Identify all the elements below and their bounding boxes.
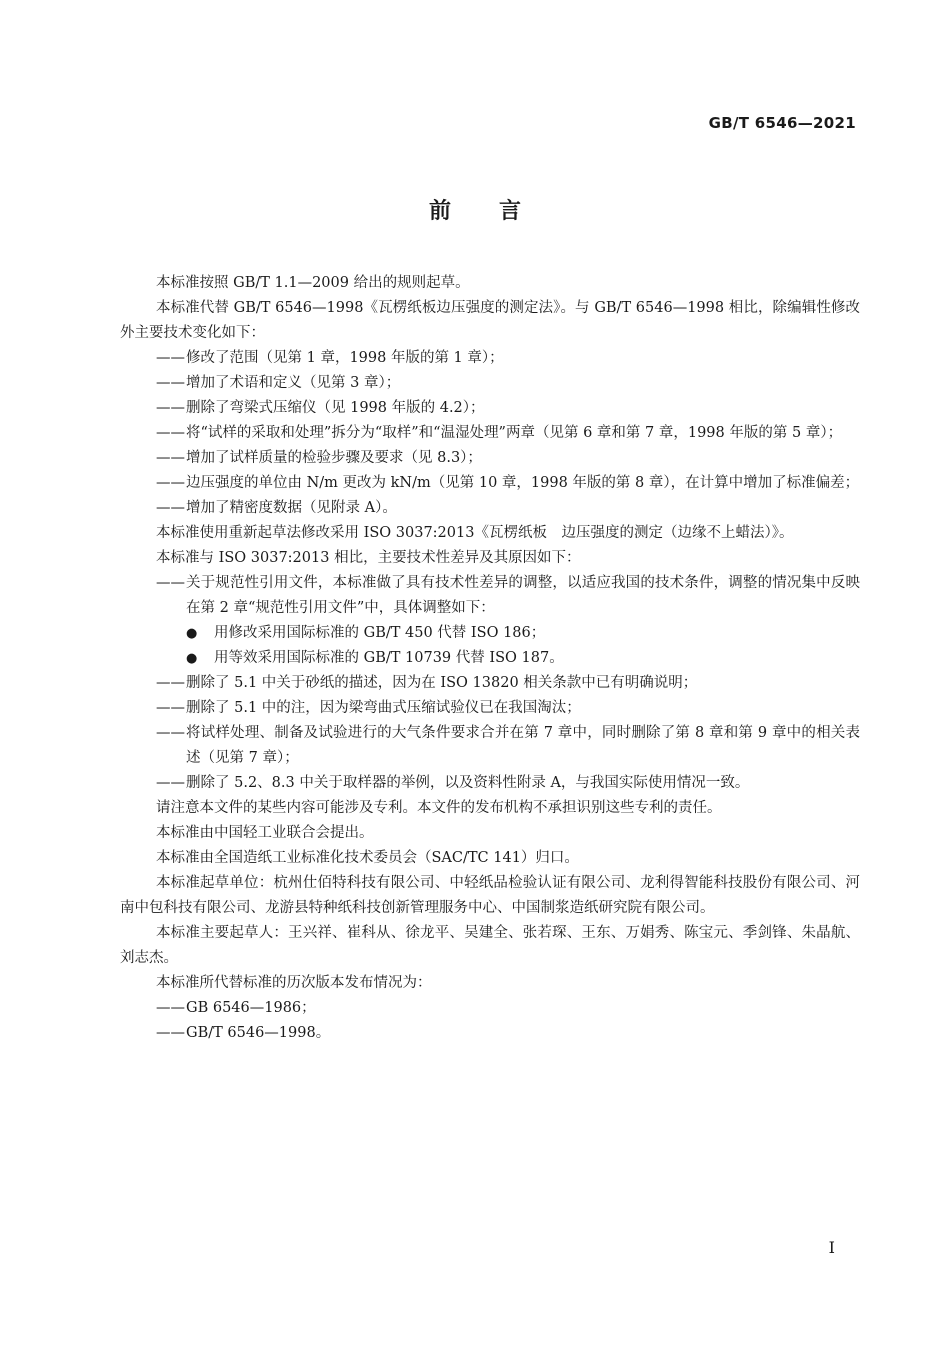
- standard-code: GB/T 6546—2021: [708, 114, 856, 132]
- paragraph-adoption: 本标准使用重新起草法修改采用 ISO 3037:2013《瓦楞纸板 边压强度的测定（边缘不上蜡法）》。: [156, 525, 794, 541]
- foreword-body: [120, 271, 860, 1046]
- list-item: [120, 446, 860, 471]
- paragraph-patent-notice: 请注意本文件的某些内容可能涉及专利。本文件的发布机构不承担识别这些专利的责任。: [156, 800, 722, 816]
- bullet-item: [120, 621, 860, 646]
- list-item-text: GB/T 6546—1998。: [186, 1025, 331, 1041]
- list-item: [120, 671, 860, 696]
- list-item-text: 删除了弯梁式压缩仪（见 1998 年版的 4.2）；: [186, 400, 485, 416]
- dash-marker: ——: [156, 725, 185, 741]
- paragraph-differences: 本标准与 ISO 3037:2013 相比，主要技术性差异及其原因如下：: [156, 550, 581, 566]
- list-item-text: GB 6546—1986；: [186, 1000, 316, 1016]
- list-item: [120, 371, 860, 396]
- bullet-icon: ●: [186, 626, 198, 641]
- list-item: [120, 496, 860, 521]
- paragraph-proposer: 本标准由中国轻工业联合会提出。: [156, 825, 374, 841]
- dash-marker: ——: [156, 700, 185, 716]
- dash-marker: ——: [156, 675, 185, 691]
- list-item-text: 增加了精密度数据（见附录 A）。: [186, 500, 397, 516]
- list-item: [120, 996, 860, 1021]
- bullet-item: [120, 646, 860, 671]
- paragraph-committee: 本标准由全国造纸工业标准化技术委员会（SAC/TC 141）归口。: [156, 850, 579, 866]
- list-item: [120, 571, 860, 621]
- list-item-text: 删除了 5.1 中关于砂纸的描述，因为在 ISO 13820 相关条款中已有明确说明；: [186, 675, 698, 691]
- list-item-text: 边压强度的单位由 N/m 更改为 kN/m（见第 10 章，1998 年版的第 8 章），在计算中增加了标准偏差；: [186, 475, 860, 491]
- bullet-item-text: 用修改采用国际标准的 GB/T 450 代替 ISO 186；: [214, 625, 546, 641]
- paragraph-drafting-rule: 本标准按照 GB/T 1.1—2009 给出的规则起草。: [156, 275, 470, 291]
- list-item: [120, 721, 860, 771]
- page-number: I: [828, 1238, 835, 1257]
- list-item: [120, 346, 860, 371]
- paragraph-history-intro: 本标准所代替标准的历次版本发布情况为：: [156, 975, 432, 991]
- list-item: [120, 396, 860, 421]
- paragraph-drafters: 本标准主要起草人：王兴祥、崔科从、徐龙平、吴建全、张若琛、王东、万娟秀、陈宝元、季剑锋、朱晶航、刘志杰。: [120, 925, 860, 966]
- dash-marker: ——: [156, 1025, 185, 1041]
- list-item-text: 增加了术语和定义（见第 3 章）；: [186, 375, 401, 391]
- list-item-text: 删除了 5.1 中的注，因为梁弯曲式压缩试验仪已在我国淘汰；: [186, 700, 581, 716]
- list-item-text: 修改了范围（见第 1 章，1998 年版的第 1 章）；: [186, 350, 504, 366]
- dash-marker: ——: [156, 575, 185, 591]
- list-item-text: 将试样处理、制备及试验进行的大气条件要求合并在第 7 章中，同时删除了第 8 章和第 9 章中的相关表述（见第 7 章）；: [186, 725, 860, 766]
- page-title: 前言: [428, 199, 569, 224]
- list-item: [120, 771, 860, 796]
- dash-marker: ——: [156, 425, 185, 441]
- list-item: [120, 696, 860, 721]
- dash-marker: ——: [156, 375, 185, 391]
- bullet-item-text: 用等效采用国际标准的 GB/T 10739 代替 ISO 187。: [214, 650, 564, 666]
- dash-marker: ——: [156, 500, 185, 516]
- dash-marker: ——: [156, 450, 185, 466]
- paragraph-drafting-units: 本标准起草单位：杭州仕佰特科技有限公司、中轻纸品检验认证有限公司、龙利得智能科技股份有限公司、河南中包科技有限公司、龙游县特种纸科技创新管理服务中心、中国制浆造纸研究院有限公司。: [120, 875, 860, 916]
- list-item: [120, 421, 860, 446]
- list-item-text: 增加了试样质量的检验步骤及要求（见 8.3）；: [186, 450, 482, 466]
- list-item: [120, 471, 860, 496]
- list-item-text: 关于规范性引用文件，本标准做了具有技术性差异的调整，以适应我国的技术条件，调整的情况集中反映在第 2 章“规范性引用文件”中，具体调整如下：: [186, 575, 860, 616]
- dash-marker: ——: [156, 775, 185, 791]
- bullet-icon: ●: [186, 651, 198, 666]
- list-item-text: 将“试样的采取和处理”拆分为“取样”和“温湿处理”两章（见第 6 章和第 7 章，1998 年版的第 5 章）；: [186, 425, 843, 441]
- dash-marker: ——: [156, 1000, 185, 1016]
- list-item: [120, 1021, 860, 1046]
- list-item-text: 删除了 5.2、8.3 中关于取样器的举例，以及资料性附录 A，与我国实际使用情况一致。: [186, 775, 750, 791]
- dash-marker: ——: [156, 350, 185, 366]
- dash-marker: ——: [156, 475, 185, 491]
- dash-marker: ——: [156, 400, 185, 416]
- paragraph-replaces: 本标准代替 GB/T 6546—1998《瓦楞纸板边压强度的测定法》。与 GB/T 6546—1998 相比，除编辑性修改外主要技术变化如下：: [120, 300, 860, 341]
